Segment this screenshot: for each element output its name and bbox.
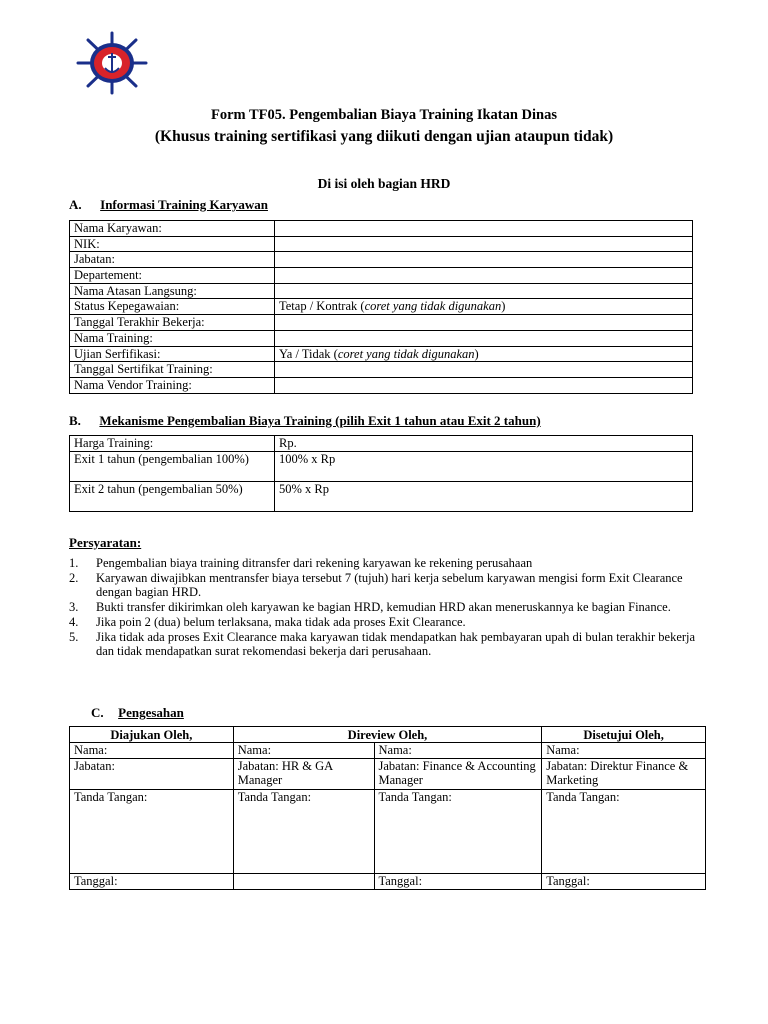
approval-table [69,726,706,890]
field-label: Departement: [70,268,275,284]
field-value[interactable] [275,377,693,393]
field-value-text: Tetap / Kontrak ( [279,299,365,314]
field-label: Jabatan: [70,252,275,268]
refund-mechanism-table [69,435,693,512]
company-logo-icon [76,31,148,95]
field-label: Tanggal Terakhir Bekerja: [70,315,275,331]
table-row [70,330,693,346]
signature-cell[interactable]: Tanda Tangan: [374,790,542,874]
field-close-paren: ) [501,299,506,314]
approved-by-header: Disetujui Oleh, [542,727,706,743]
field-value[interactable] [275,252,693,268]
requirements-heading: Persyaratan: [69,535,142,550]
form-subtitle: (Khusus training sertifikasi yang diikuti dengan ujian ataupun tidak) [154,128,614,145]
table-row [70,743,706,759]
list-item: 1. Pengembalian biaya training ditransfer dari rekening karyawan ke rekening perusahaan [69,556,533,570]
name-cell[interactable]: Nama: [542,743,706,759]
name-cell[interactable]: Nama: [233,743,374,759]
field-note: coret yang tidak digunakan [337,346,475,361]
field-label: Nama Training: [70,330,275,346]
table-row [70,346,693,362]
refund-value[interactable]: 100% x Rp [275,452,693,482]
table-row [70,759,706,790]
field-label: Nama Vendor Training: [70,377,275,393]
table-row [70,436,693,452]
signature-cell[interactable]: Tanda Tangan: [233,790,374,874]
requirements-list [69,556,699,659]
field-value[interactable] [275,299,693,315]
position-cell: Jabatan: Finance & Accounting Manager [374,759,542,790]
reviewed-by-header: Direview Oleh, [233,727,542,743]
field-value[interactable] [275,236,693,252]
form-title: Form TF05. Pengembalian Biaya Training Ikatan Dinas [210,107,558,123]
position-cell: Jabatan: [70,759,234,790]
date-cell[interactable]: Tanggal: [70,874,234,890]
field-label: NIK: [70,236,275,252]
section-a-heading: A. Informasi Training Karyawan [69,197,268,212]
signature-cell[interactable]: Tanda Tangan: [70,790,234,874]
field-label: Ujian Serfifikasi: [70,346,275,362]
list-item: 5. Jika tidak ada proses Exit Clearance maka karyawan tidak mendapatkan hak pembayaran upah di bulan terakhir bekerja dan tidak mendapatkan surat rekomendasi bekerja dari perusahaan. [69,629,696,659]
field-label: Tanggal Sertifikat Training: [70,362,275,378]
field-value-text: Ya / Tidak ( [279,346,338,361]
section-b-heading: B. Mekanisme Pengembalian Biaya Training (pilih Exit 1 tahun atau Exit 2 tahun) [69,413,541,428]
field-value[interactable] [275,283,693,299]
table-row [70,268,693,284]
list-item: 2. Karyawan diwajibkan mentransfer biaya tersebut 7 (tujuh) hari kerja sebelum karyawan mengisi form Exit Clearance dengan bagian HRD. [69,570,683,600]
field-value[interactable] [275,346,693,362]
refund-label: Exit 2 tahun (pengembalian 50%) [70,482,275,512]
refund-label: Harga Training: [70,436,275,452]
table-row [70,252,693,268]
table-row [70,283,693,299]
table-row [70,315,693,331]
field-note: coret yang tidak digunakan [364,299,502,314]
name-cell[interactable]: Nama: [374,743,542,759]
field-label: Nama Karyawan: [70,221,275,237]
table-row [70,727,706,743]
refund-value[interactable]: 50% x Rp [275,482,693,512]
table-row [70,362,693,378]
position-cell: Jabatan: HR & GA Manager [233,759,374,790]
position-cell: Jabatan: Direktur Finance & Marketing [542,759,706,790]
section-c-heading: C. Pengesahan [91,705,184,720]
table-row [70,299,693,315]
field-value[interactable] [275,268,693,284]
field-label: Nama Atasan Langsung: [70,283,275,299]
field-label: Status Kepegawaian: [70,299,275,315]
field-value[interactable] [275,315,693,331]
date-cell[interactable]: Tanggal: [374,874,542,890]
table-row [70,874,706,890]
list-item: 4. Jika poin 2 (dua) belum terlaksana, maka tidak ada proses Exit Clearance. [69,614,466,629]
filled-by-label: Di isi oleh bagian HRD [317,176,451,191]
table-row [70,221,693,237]
field-value[interactable] [275,330,693,346]
refund-value[interactable]: Rp. [275,436,693,452]
field-value[interactable] [275,362,693,378]
date-cell[interactable] [233,874,374,890]
table-row [70,377,693,393]
signature-cell[interactable]: Tanda Tangan: [542,790,706,874]
date-cell[interactable]: Tanggal: [542,874,706,890]
name-cell[interactable]: Nama: [70,743,234,759]
list-item: 3. Bukti transfer dikirimkan oleh karyawan ke bagian HRD, kemudian HRD akan meneruskannya ke bagian Finance. [69,600,671,615]
field-value[interactable] [275,221,693,237]
submitted-by-header: Diajukan Oleh, [70,727,234,743]
table-row [70,790,706,874]
employee-training-info-table [69,220,693,394]
field-close-paren: ) [474,346,479,361]
table-row [70,452,693,482]
table-row [70,482,693,512]
table-row [70,236,693,252]
refund-label: Exit 1 tahun (pengembalian 100%) [70,452,275,482]
